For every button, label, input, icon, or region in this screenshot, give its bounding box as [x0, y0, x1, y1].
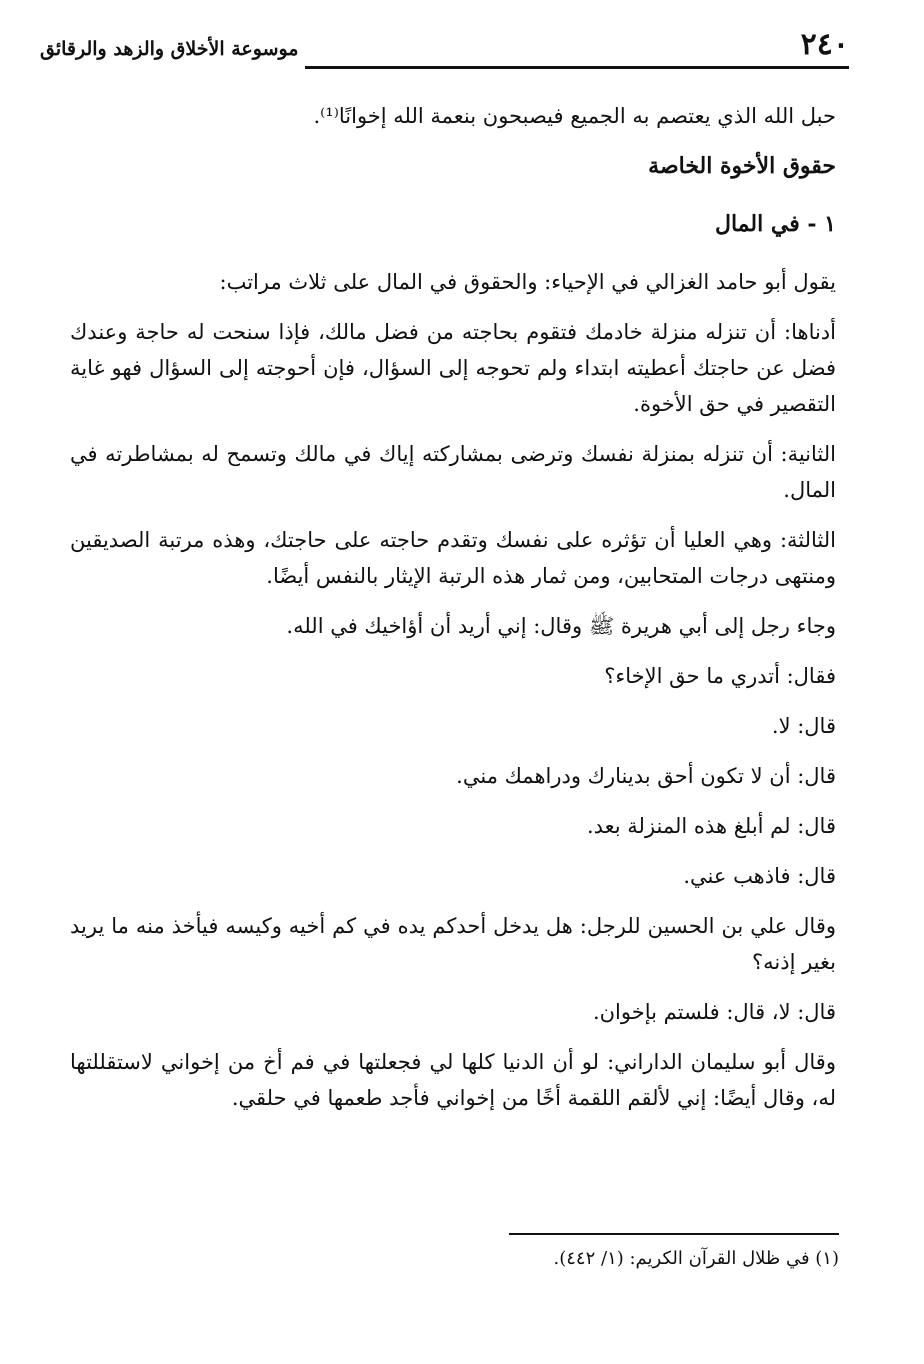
- paragraph: وجاء رجل إلى أبي هريرة ﷺ وقال: إني أريد أن أؤاخيك في الله.: [286, 614, 836, 638]
- paragraph: قال: أن لا تكون أحق بدينارك ودراهمك مني.: [456, 764, 836, 788]
- page-number: ٢٤٠: [800, 27, 849, 62]
- paragraph: قال: فاذهب عني.: [683, 864, 836, 888]
- footnote-rule: [509, 1233, 839, 1235]
- main-text: [70, 98, 836, 1130]
- paragraph: الثالثة: وهي العليا أن تؤثره على نفسك وتقدم حاجته على حاجتك، وهذه مرتبة الصديقين ومنتهى درجات المتحابين، ومن ثمار هذه الرتبة الإيثار بالنفس أيضًا.: [70, 528, 836, 588]
- paragraph-intro: حبل الله الذي يعتصم به الجميع فيصبحون بنعمة الله إخوانًا⁽¹⁾.: [313, 104, 836, 128]
- paragraph: قال: لم أبلغ هذه المنزلة بعد.: [586, 814, 836, 838]
- section-heading: حقوق الأخوة الخاصة: [648, 153, 836, 179]
- paragraph: وقال أبو سليمان الداراني: لو أن الدنيا كلها لي فجعلتها في فم أخ من إخواني لاستقللتها له، وقال أيضًا: إني لألقم اللقمة أخًا من إخواني فأجد طعمها في حلقي.: [70, 1050, 836, 1110]
- page-header: [40, 27, 849, 70]
- paragraph: أدناها: أن تنزله منزلة خادمك فتقوم بحاجته من فضل مالك، فإذا سنحت له حاجة وعندك فضل عن حاجتك أعطيته ابتداء ولم تحوجه إلى السؤال، فإن أحوجته إلى السؤال فهو غاية التقصير في حق الأخوة.: [70, 320, 836, 416]
- paragraph: فقال: أتدري ما حق الإخاء؟: [604, 664, 836, 688]
- paragraph: قال: لا.: [771, 714, 836, 738]
- paragraph: الثانية: أن تنزله بمنزلة نفسك وترضى بمشاركته إياك في مالك وتسمح له بمشاطرته في المال.: [70, 442, 836, 502]
- running-title: موسوعة الأخلاق والزهد والرقائق: [40, 38, 299, 60]
- header-rule: [305, 66, 849, 69]
- footnote: (١) في ظلال القرآن الكريم: (١/ ٤٤٢).: [553, 1248, 839, 1269]
- subsection-heading: ١ - في المال: [714, 211, 836, 237]
- paragraph: قال: لا، قال: فلستم بإخوان.: [592, 1000, 836, 1024]
- paragraph: يقول أبو حامد الغزالي في الإحياء: والحقوق في المال على ثلاث مراتب:: [219, 270, 836, 294]
- paragraph: وقال علي بن الحسين للرجل: هل يدخل أحدكم يده في كم أخيه وكيسه فيأخذ منه ما يريد بغير إذنه؟: [70, 914, 836, 974]
